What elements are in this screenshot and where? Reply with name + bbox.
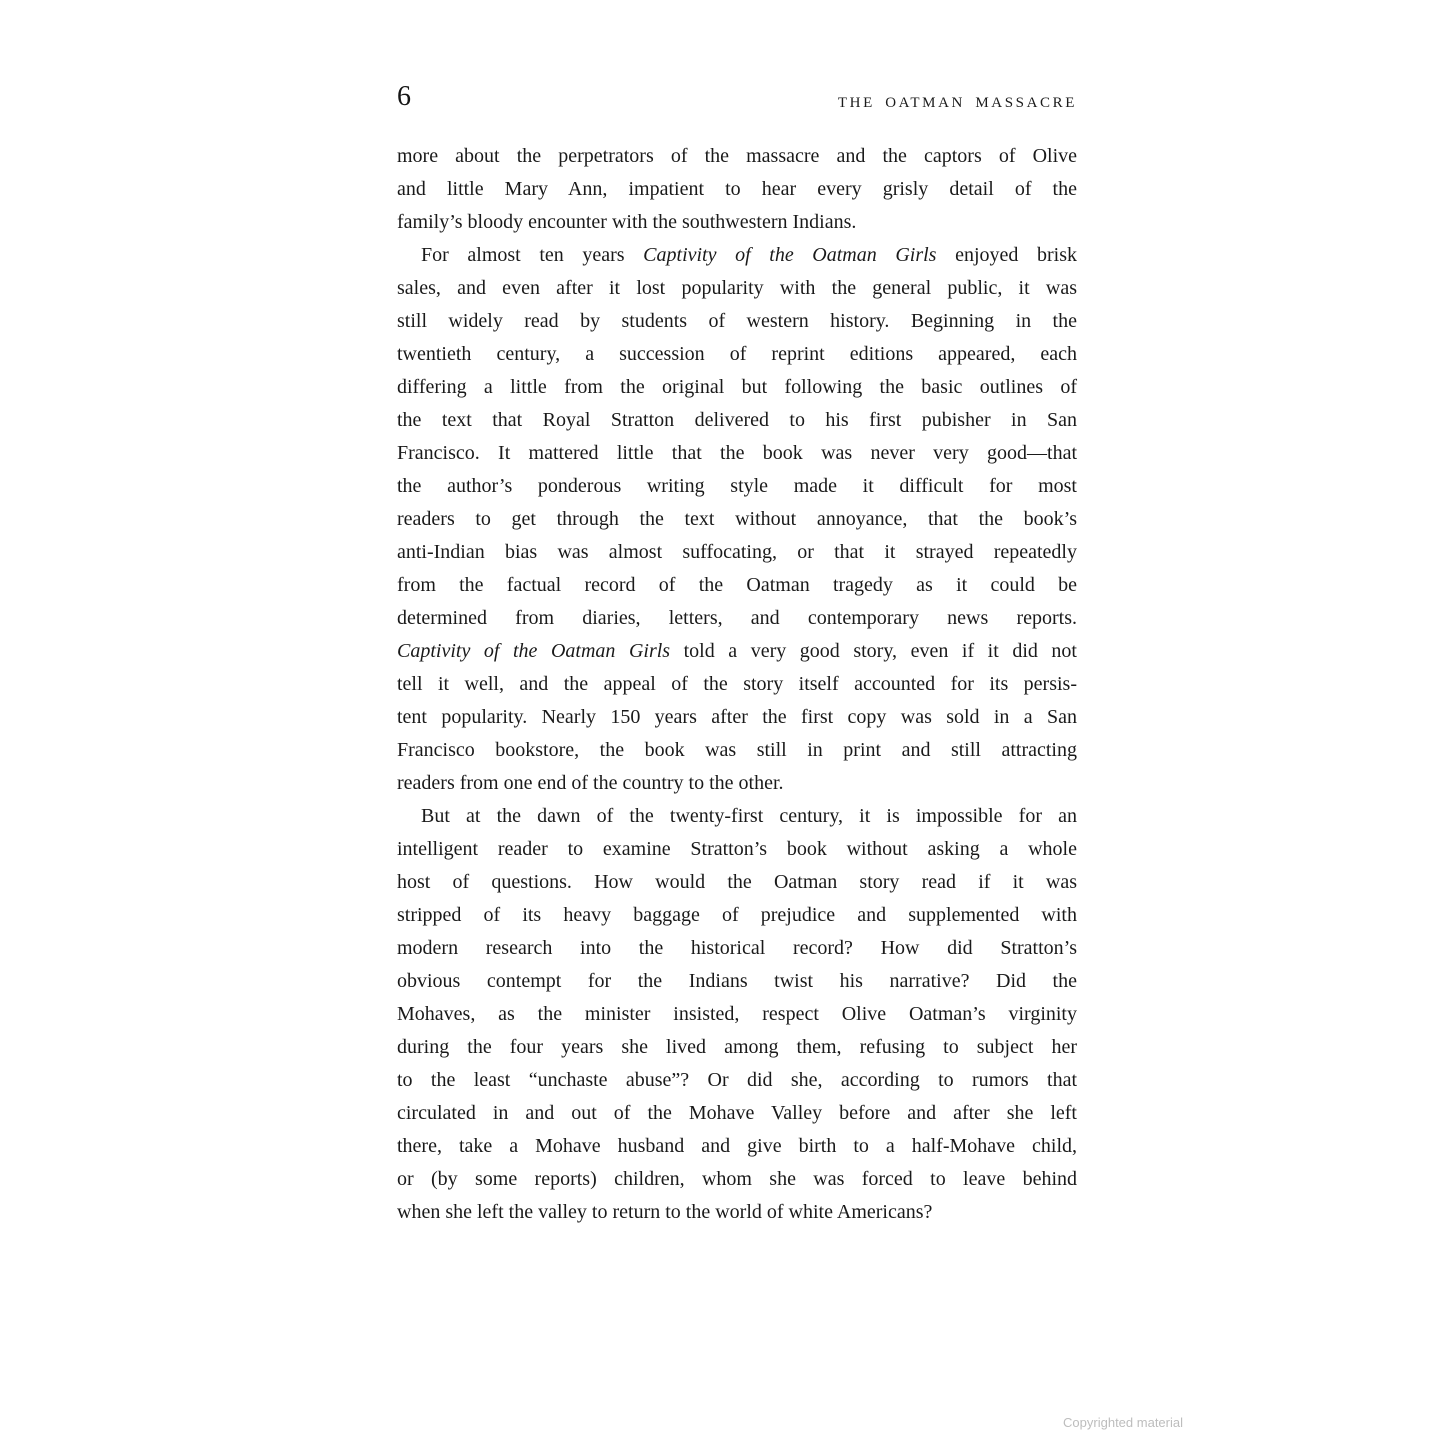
text-line <box>397 503 1077 536</box>
text-segment: intelligent reader to examine Stratton’s book without asking a whole <box>397 838 1077 860</box>
text-segment: readers from one end of the country to the other. <box>397 772 784 794</box>
page-number: 6 <box>397 81 411 112</box>
paragraph <box>397 239 1077 800</box>
text-segment: anti-Indian bias was almost suffocating, or that it strayed repeatedly <box>397 541 1077 563</box>
text-line <box>397 140 1077 173</box>
text-line <box>397 998 1077 1031</box>
text-line <box>397 1064 1077 1097</box>
text-segment: during the four years she lived among them, refusing to subject her <box>397 1036 1077 1058</box>
text-line <box>397 800 1077 833</box>
text-line <box>397 734 1077 767</box>
text-line <box>397 239 1077 272</box>
text-line <box>397 635 1077 668</box>
text-line <box>397 602 1077 635</box>
text-segment: circulated in and out of the Mohave Valley before and after she left <box>397 1102 1077 1124</box>
text-segment: tent popularity. Nearly 150 years after the first copy was sold in a San <box>397 706 1077 728</box>
text-line <box>397 767 1077 800</box>
text-line <box>397 1130 1077 1163</box>
text-segment: obvious contempt for the Indians twist his narrative? Did the <box>397 970 1077 992</box>
text-segment: twentieth century, a succession of reprint editions appeared, each <box>397 343 1077 365</box>
text-line <box>397 668 1077 701</box>
text-segment: But at the dawn of the twenty-first century, it is impossible for an <box>421 805 1077 827</box>
copyright-watermark: Copyrighted material <box>1063 1415 1183 1430</box>
text-line <box>397 866 1077 899</box>
text-line <box>397 569 1077 602</box>
text-segment: family’s bloody encounter with the southwestern Indians. <box>397 211 857 233</box>
text-segment: there, take a Mohave husband and give birth to a half-Mohave child, <box>397 1135 1077 1157</box>
text-line <box>397 371 1077 404</box>
text-segment: determined from diaries, letters, and contemporary news reports. <box>397 607 1077 629</box>
text-line <box>397 1031 1077 1064</box>
text-segment: to the least “unchaste abuse”? Or did she, according to rumors that <box>397 1069 1077 1091</box>
text-line <box>397 404 1077 437</box>
text-segment: sales, and even after it lost popularity with the general public, it was <box>397 277 1077 299</box>
text-line <box>397 437 1077 470</box>
paragraph <box>397 800 1077 1229</box>
text-line <box>397 965 1077 998</box>
text-segment: differing a little from the original but following the basic outlines of <box>397 376 1077 398</box>
text-segment: or (by some reports) children, whom she was forced to leave behind <box>397 1168 1077 1190</box>
text-segment: from the factual record of the Oatman tragedy as it could be <box>397 574 1077 596</box>
text-line <box>397 1163 1077 1196</box>
running-head: THE OATMAN MASSACRE <box>837 95 1077 111</box>
text-line <box>397 536 1077 569</box>
text-segment: told a very good story, even if it did not <box>670 640 1077 662</box>
text-segment: more about the perpetrators of the massacre and the captors of Olive <box>397 145 1077 167</box>
text-segment: when she left the valley to return to the world of white Americans? <box>397 1201 933 1223</box>
text-line <box>397 932 1077 965</box>
paragraph <box>397 140 1077 239</box>
text-segment: the author’s ponderous writing style made it difficult for most <box>397 475 1077 497</box>
text-line <box>397 338 1077 371</box>
text-line <box>397 173 1077 206</box>
text-segment: and little Mary Ann, impatient to hear every grisly detail of the <box>397 178 1077 200</box>
text-segment: For almost ten years <box>421 244 644 266</box>
book-title-italic: Captivity of the Oatman Girls <box>643 244 937 266</box>
text-segment: enjoyed brisk <box>936 244 1077 266</box>
text-segment: Mohaves, as the minister insisted, respect Olive Oatman’s virginity <box>397 1003 1077 1025</box>
text-line <box>397 701 1077 734</box>
text-segment: tell it well, and the appeal of the story itself accounted for its persis- <box>397 673 1077 695</box>
text-segment: the text that Royal Stratton delivered to his first pubisher in San <box>397 409 1077 431</box>
text-segment: readers to get through the text without annoyance, that the book’s <box>397 508 1077 530</box>
text-line <box>397 899 1077 932</box>
text-line <box>397 272 1077 305</box>
text-block <box>397 140 1077 1229</box>
text-segment: still widely read by students of western history. Beginning in the <box>397 310 1077 332</box>
text-line <box>397 470 1077 503</box>
text-segment: host of questions. How would the Oatman story read if it was <box>397 871 1077 893</box>
text-line <box>397 206 1077 239</box>
text-line <box>397 305 1077 338</box>
text-segment: stripped of its heavy baggage of prejudice and supplemented with <box>397 904 1077 926</box>
text-line <box>397 1196 1077 1229</box>
text-line <box>397 1097 1077 1130</box>
text-line <box>397 833 1077 866</box>
text-segment: modern research into the historical record? How did Stratton’s <box>397 937 1077 959</box>
book-title-italic: Captivity of the Oatman Girls <box>397 640 671 662</box>
text-segment: Francisco. It mattered little that the book was never very good—that <box>397 442 1077 464</box>
text-segment: Francisco bookstore, the book was still in print and still attracting <box>397 739 1077 761</box>
